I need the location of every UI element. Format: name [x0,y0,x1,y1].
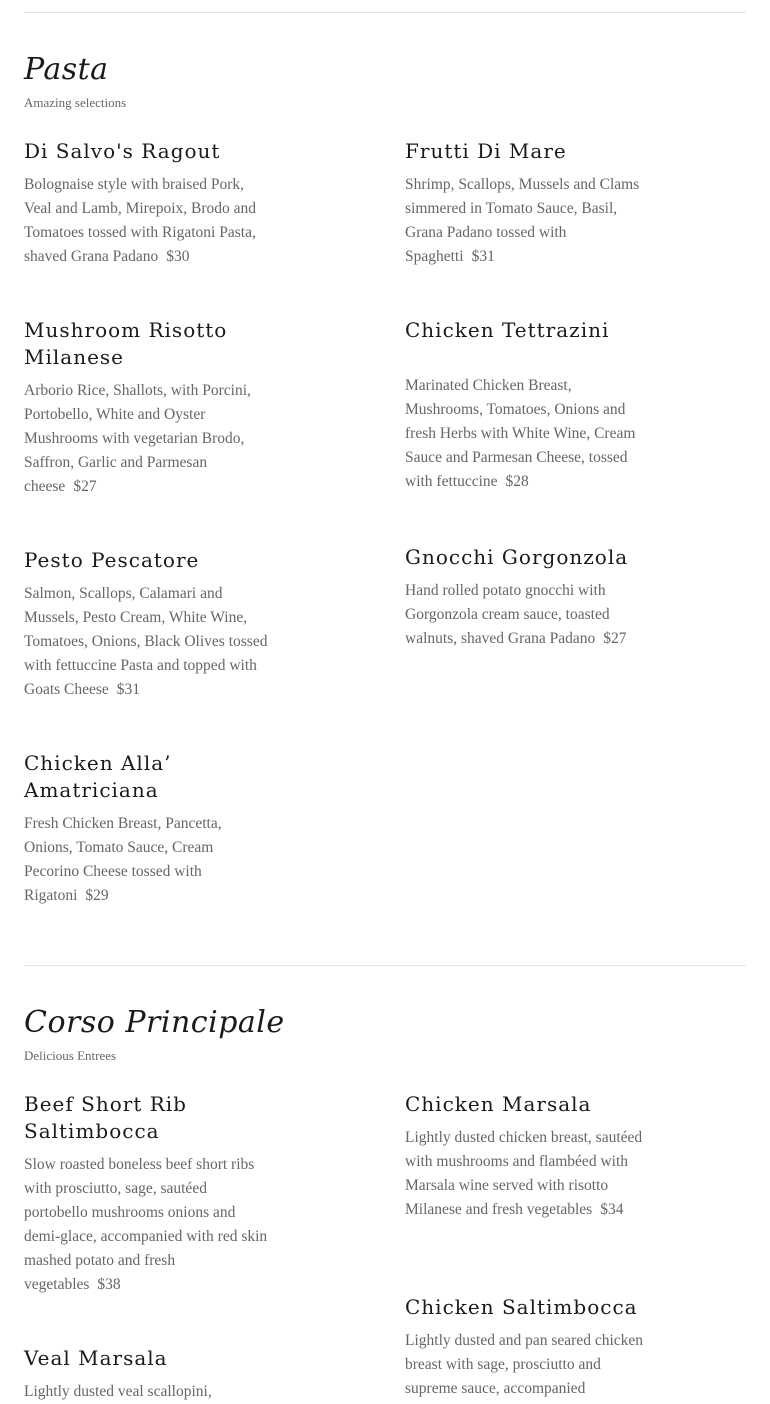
menu-item-price: $29 [85,887,109,904]
menu-item [405,138,649,269]
menu-item-price: $31 [471,248,495,265]
menu-item-price: $27 [603,630,627,647]
menu-item [24,1091,268,1297]
section-title: Pasta [24,52,109,87]
section-subtitle: Delicious Entrees [24,1048,117,1063]
menu-item [405,1294,649,1401]
menu-item [24,547,268,702]
menu-item [24,750,268,908]
menu-item-description: Hand rolled potato gnocchi with Gorgonzola cream sauce, toasted walnuts, shaved Grana Padano $27 [405,582,627,647]
menu-item [405,1091,649,1222]
menu-item-description: Marinated Chicken Breast, Mushrooms, Tomatoes, Onions and fresh Herbs with White Wine, Cream Sauce and Parmesan Cheese, tossed with fettuccine $28 [405,377,636,490]
top-divider [24,12,746,13]
menu-item-name: Veal Marsala [24,1346,168,1370]
menu-item-description: Arborio Rice, Shallots, with Porcini, Portobello, White and Oyster Mushrooms with vegetarian Brodo, Saffron, Garlic and Parmesan cheese $27 [24,382,251,495]
menu-item-price: $38 [97,1276,121,1293]
menu-item-name: Frutti Di Mare [405,139,567,163]
menu-item-price: $28 [505,473,529,490]
menu-item-name: Mushroom Risotto Milanese [24,318,228,369]
menu-item [24,317,268,499]
menu-item-description: Fresh Chicken Breast, Pancetta, Onions, Tomato Sauce, Cream Pecorino Cheese tossed with Rigatoni $29 [24,815,222,904]
menu-item-price: $27 [73,478,97,495]
section-title: Corso Principale [24,1005,285,1040]
menu-item-description: Slow roasted boneless beef short ribs with prosciutto, sage, sautéed portobello mushrooms onions and demi-glace, accompanied with red skin mashed potato and fresh vegetables $38 [24,1156,268,1293]
menu-item-description: Lightly dusted chicken breast, sautéed with mushrooms and flambéed with Marsala wine served with risotto Milanese and fresh vegetables $34 [405,1129,643,1218]
menu-item-description: Lightly dusted and pan seared chicken breast with sage, prosciutto and supreme sauce, accompanied [405,1332,644,1397]
menu-item-name: Chicken Tettrazini [405,318,610,342]
menu-item-price: $30 [166,248,190,265]
section-subtitle: Amazing selections [24,95,127,110]
menu-item-description: Salmon, Scallops, Calamari and Mussels, Pesto Cream, White Wine, Tomatoes, Onions, Black Olives tossed with fettuccine Pasta and topped with Goats Cheese $31 [24,585,268,698]
menu-item-description: Bolognaise style with braised Pork, Veal and Lamb, Mirepoix, Brodo and Tomatoes tossed with Rigatoni Pasta, shaved Grana Padano $30 [24,176,257,265]
menu-item [24,1345,268,1404]
menu-item-name: Beef Short Rib Saltimbocca [24,1092,187,1143]
menu-item-name: Chicken Marsala [405,1092,592,1116]
menu-item [405,317,649,494]
menu-item [24,138,268,269]
menu-item-description: Shrimp, Scallops, Mussels and Clams simmered in Tomato Sauce, Basil, Grana Padano tossed with Spaghetti $31 [405,176,640,265]
menu-item [405,544,649,651]
menu-item-name: Gnocchi Gorgonzola [405,545,629,569]
menu-item-price: $34 [600,1201,624,1218]
menu-item-price: $31 [116,681,141,698]
menu-item-name: Chicken Alla’ Amatriciana [24,751,172,802]
menu-item-name: Di Salvo's Ragout [24,139,221,163]
menu-item-description: Lightly dusted veal scallopini, [24,1383,212,1400]
menu-item-name: Pesto Pescatore [24,548,200,572]
section-divider [24,965,746,966]
menu-item-name: Chicken Saltimbocca [405,1295,638,1319]
